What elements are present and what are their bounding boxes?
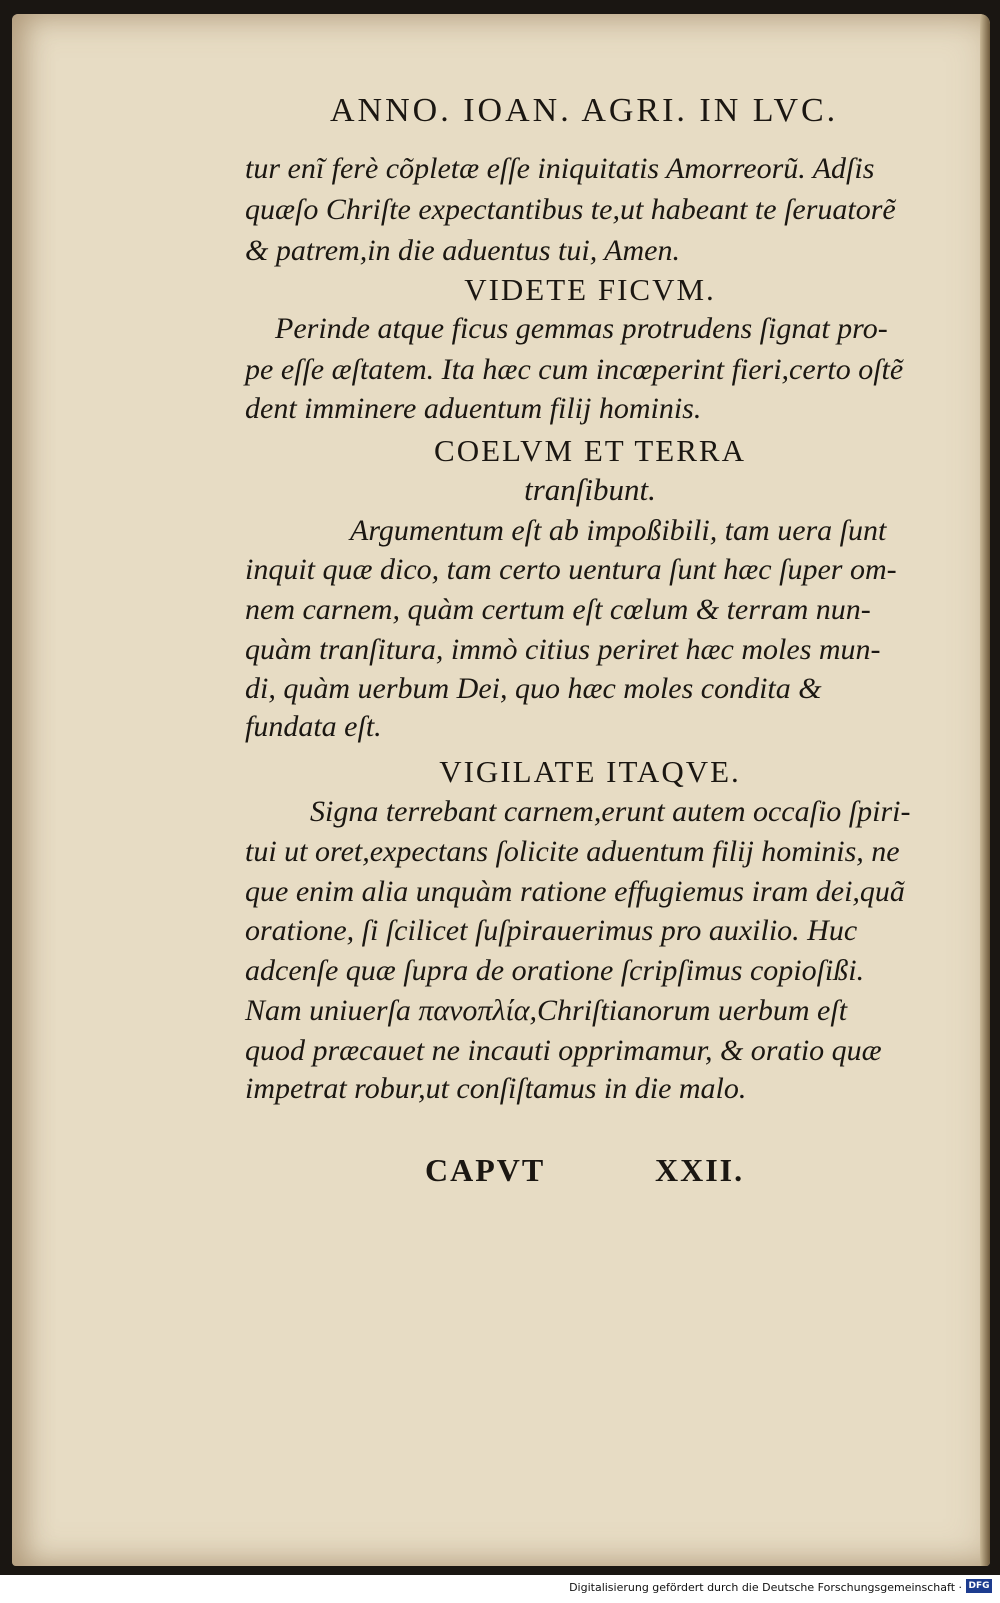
- section-heading: VIDETE FICVM.: [464, 272, 716, 307]
- text-line: & patrem,in die aduentus tui, Amen.: [245, 234, 680, 267]
- text-line: nem carnem, quàm certum eſt cœlum & terram nun-: [245, 593, 871, 626]
- text-line: Argumentum eſt ab impoßibili, tam uera ſunt: [350, 514, 887, 547]
- chapter-number: XXII.: [655, 1152, 745, 1188]
- text-line: inquit quæ dico, tam certo uentura ſunt hæc ſuper om-: [245, 553, 897, 586]
- chapter-label: CAPVT: [425, 1152, 546, 1188]
- text-line: tur enĩ ferè cõpletæ eſſe iniquitatis Amorreorũ. Adſis: [245, 152, 875, 185]
- text-line: di, quàm uerbum Dei, quo hæc moles condita &: [245, 672, 822, 705]
- text-line: quæſo Chriſte expectantibus te,ut habeant te ſeruatorẽ: [245, 193, 896, 226]
- page-edge: [980, 14, 990, 1566]
- text-line: quàm tranſitura, immò citius periret hæc moles mun-: [245, 633, 881, 666]
- text-line: fundata eſt.: [245, 710, 382, 743]
- text-line: impetrat robur,ut conſiſtamus in die malo.: [245, 1072, 747, 1105]
- running-head: ANNO. IOAN. AGRI. IN LVC.: [330, 92, 839, 129]
- dfg-logo-icon: DFG: [966, 1579, 992, 1593]
- section-heading-continued: tranſibunt.: [524, 472, 656, 507]
- text-line: adcenſe quæ ſupra de oratione ſcripſimus copioſißi.: [245, 954, 865, 987]
- text-line: oratione, ſi ſcilicet ſuſpirauerimus pro auxilio. Huc: [245, 914, 858, 947]
- section-heading: COELVM ET TERRA: [434, 433, 746, 468]
- text-line: dent imminere aduentum filij hominis.: [245, 392, 702, 425]
- section-heading: VIGILATE ITAQVE.: [439, 754, 741, 789]
- text-line: Signa terrebant carnem,erunt autem occaſio ſpiri-: [310, 795, 911, 828]
- funding-credit: Digitalisierung gefördert durch die Deutsche Forschungsgemeinschaft ·: [569, 1581, 962, 1594]
- text-line: que enim alia unquàm ratione effugiemus iram dei,quã: [245, 875, 905, 908]
- text-line: Nam uniuerſa πανοπλία,Chriſtianorum uerbum eſt: [245, 994, 848, 1027]
- text-line: tui ut oret,expectans ſolicite aduentum filij hominis, ne: [245, 835, 900, 868]
- text-line: quod præcauet ne incauti opprimamur, & oratio quæ: [245, 1034, 882, 1067]
- text-line: Perinde atque ficus gemmas protrudens ſignat pro-: [275, 312, 888, 345]
- text-line: pe eſſe æſtatem. Ita hæc cum incœperint fieri,certo oſtẽ: [245, 353, 904, 386]
